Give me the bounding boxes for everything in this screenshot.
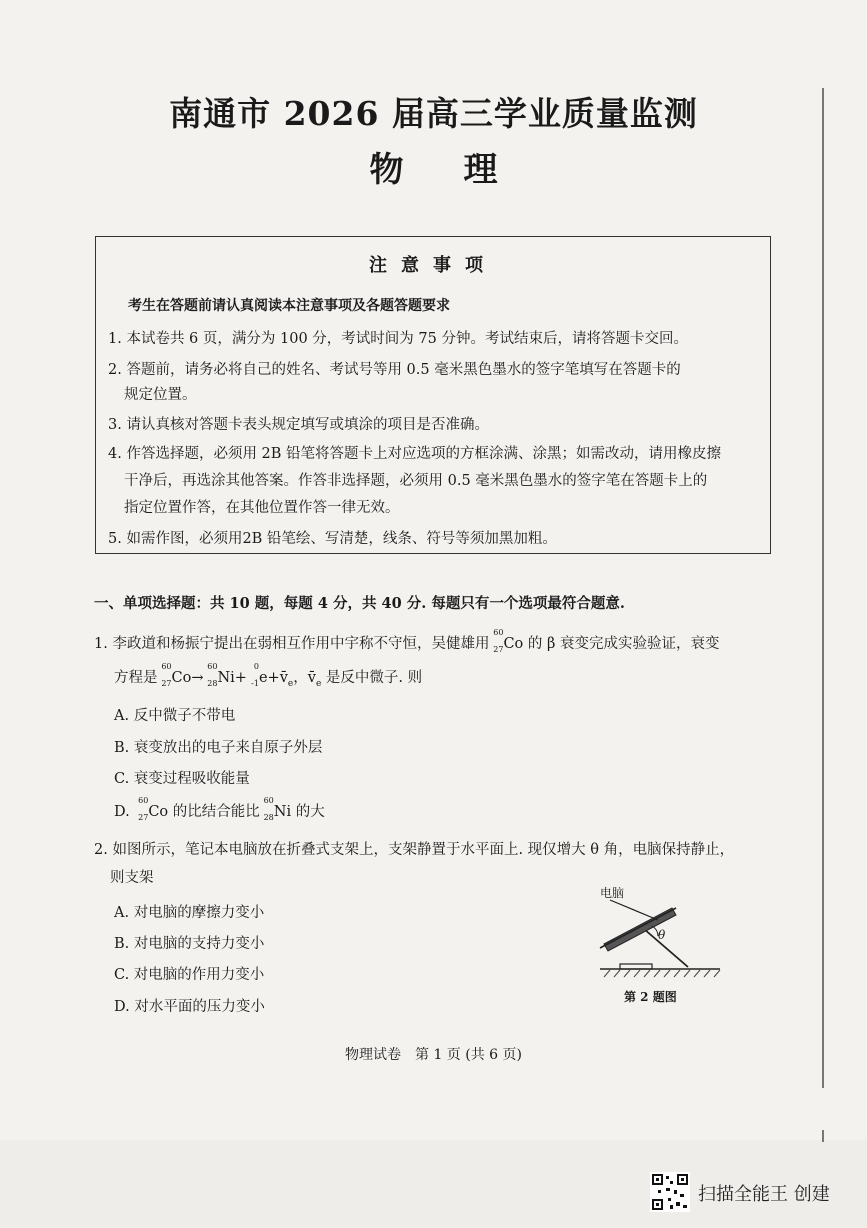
q1-equation: 方程是 60 27 Co→ 60 28 Ni+ 0 -1 $e+v̄_e$，$v̄_e$ 是反中微子. 则	[114, 662, 423, 689]
notice-item: 指定位置作答，在其他位置作答一律无效。	[124, 500, 400, 516]
q2-stem: 2. 如图所示，笔记本电脑放在折叠式支架上，支架静置于水平面上. 现仅增大 θ 角，电脑保持静止，	[94, 842, 735, 858]
notice-item: 干净后，再选涂其他答案。作答非选择题，必须用 0.5 毫米黑色墨水的签字笔在答题卡上的	[124, 473, 708, 489]
q2-stem-cont: 则支架	[110, 870, 154, 886]
notice-item: 3. 请认真核对答题卡表头规定填写或填涂的项目是否准确。	[108, 417, 489, 433]
page-footer: 物理试卷 第 1 页 (共 6 页)	[345, 1047, 522, 1063]
q1-option-a: A. 反中微子不带电	[114, 708, 236, 724]
notice-item: 4. 作答选择题，必须用 2B 铅笔将答题卡上对应选项的方框涂满、涂黑；如需改动，请用橡皮擦	[108, 446, 722, 462]
subject-title: 物理	[369, 150, 558, 190]
q2-figure	[590, 882, 740, 1012]
scanner-watermark: 扫描全能王 创建	[698, 1184, 830, 1205]
q1-option-b: B. 衰变放出的电子来自原子外层	[114, 740, 323, 756]
fig-caption: 第 2 题图	[624, 990, 677, 1004]
q2-option-c: C. 对电脑的作用力变小	[114, 967, 265, 983]
q2-option-b: B. 对电脑的支持力变小	[114, 936, 265, 952]
notice-box	[95, 236, 771, 554]
notice-item: 规定位置。	[124, 387, 197, 403]
margin-tick	[822, 1130, 824, 1142]
notice-title: 注意事项	[369, 255, 497, 276]
q1-stem: 1. 李政道和杨振宁提出在弱相互作用中宇称不守恒，吴健雄用 60 27 Co 的 β 衰变完成实验验证，衰变	[94, 628, 720, 654]
section-heading: 一、单项选择题：共 10 题，每题 4 分，共 40 分. 每题只有一个选项最符合题意.	[94, 595, 625, 612]
notice-intro: 考生在答题前请认真阅读本注意事项及各题答题要求	[128, 298, 450, 314]
q1-option-c: C. 衰变过程吸收能量	[114, 771, 250, 787]
notice-item: 2. 答题前，请务必将自己的姓名、考试号等用 0.5 毫米黑色墨水的签字笔填写在答题卡的	[108, 362, 681, 378]
fig-angle-theta: θ	[658, 928, 666, 942]
notice-item: 1. 本试卷共 6 页，满分为 100 分，考试时间为 75 分钟。考试结束后，请将答题卡交回。	[108, 331, 688, 347]
exam-title: 南通市 2026 届高三学业质量监测	[169, 94, 698, 133]
qr-code-icon	[650, 1172, 690, 1212]
q2-option-a: A. 对电脑的摩擦力变小	[114, 905, 265, 921]
nuclide-co: 60 27	[493, 628, 504, 654]
fig-label-laptop: 电脑	[600, 886, 625, 900]
q2-option-d: D. 对水平面的压力变小	[114, 999, 265, 1015]
q1-option-d: D. 60 27 Co 的比结合能比 60 28 Ni 的大	[114, 796, 325, 822]
margin-rule	[822, 88, 824, 1088]
notice-item: 5. 如需作图，必须用2B 铅笔绘、写清楚，线条、符号等须加黑加粗。	[108, 531, 557, 547]
